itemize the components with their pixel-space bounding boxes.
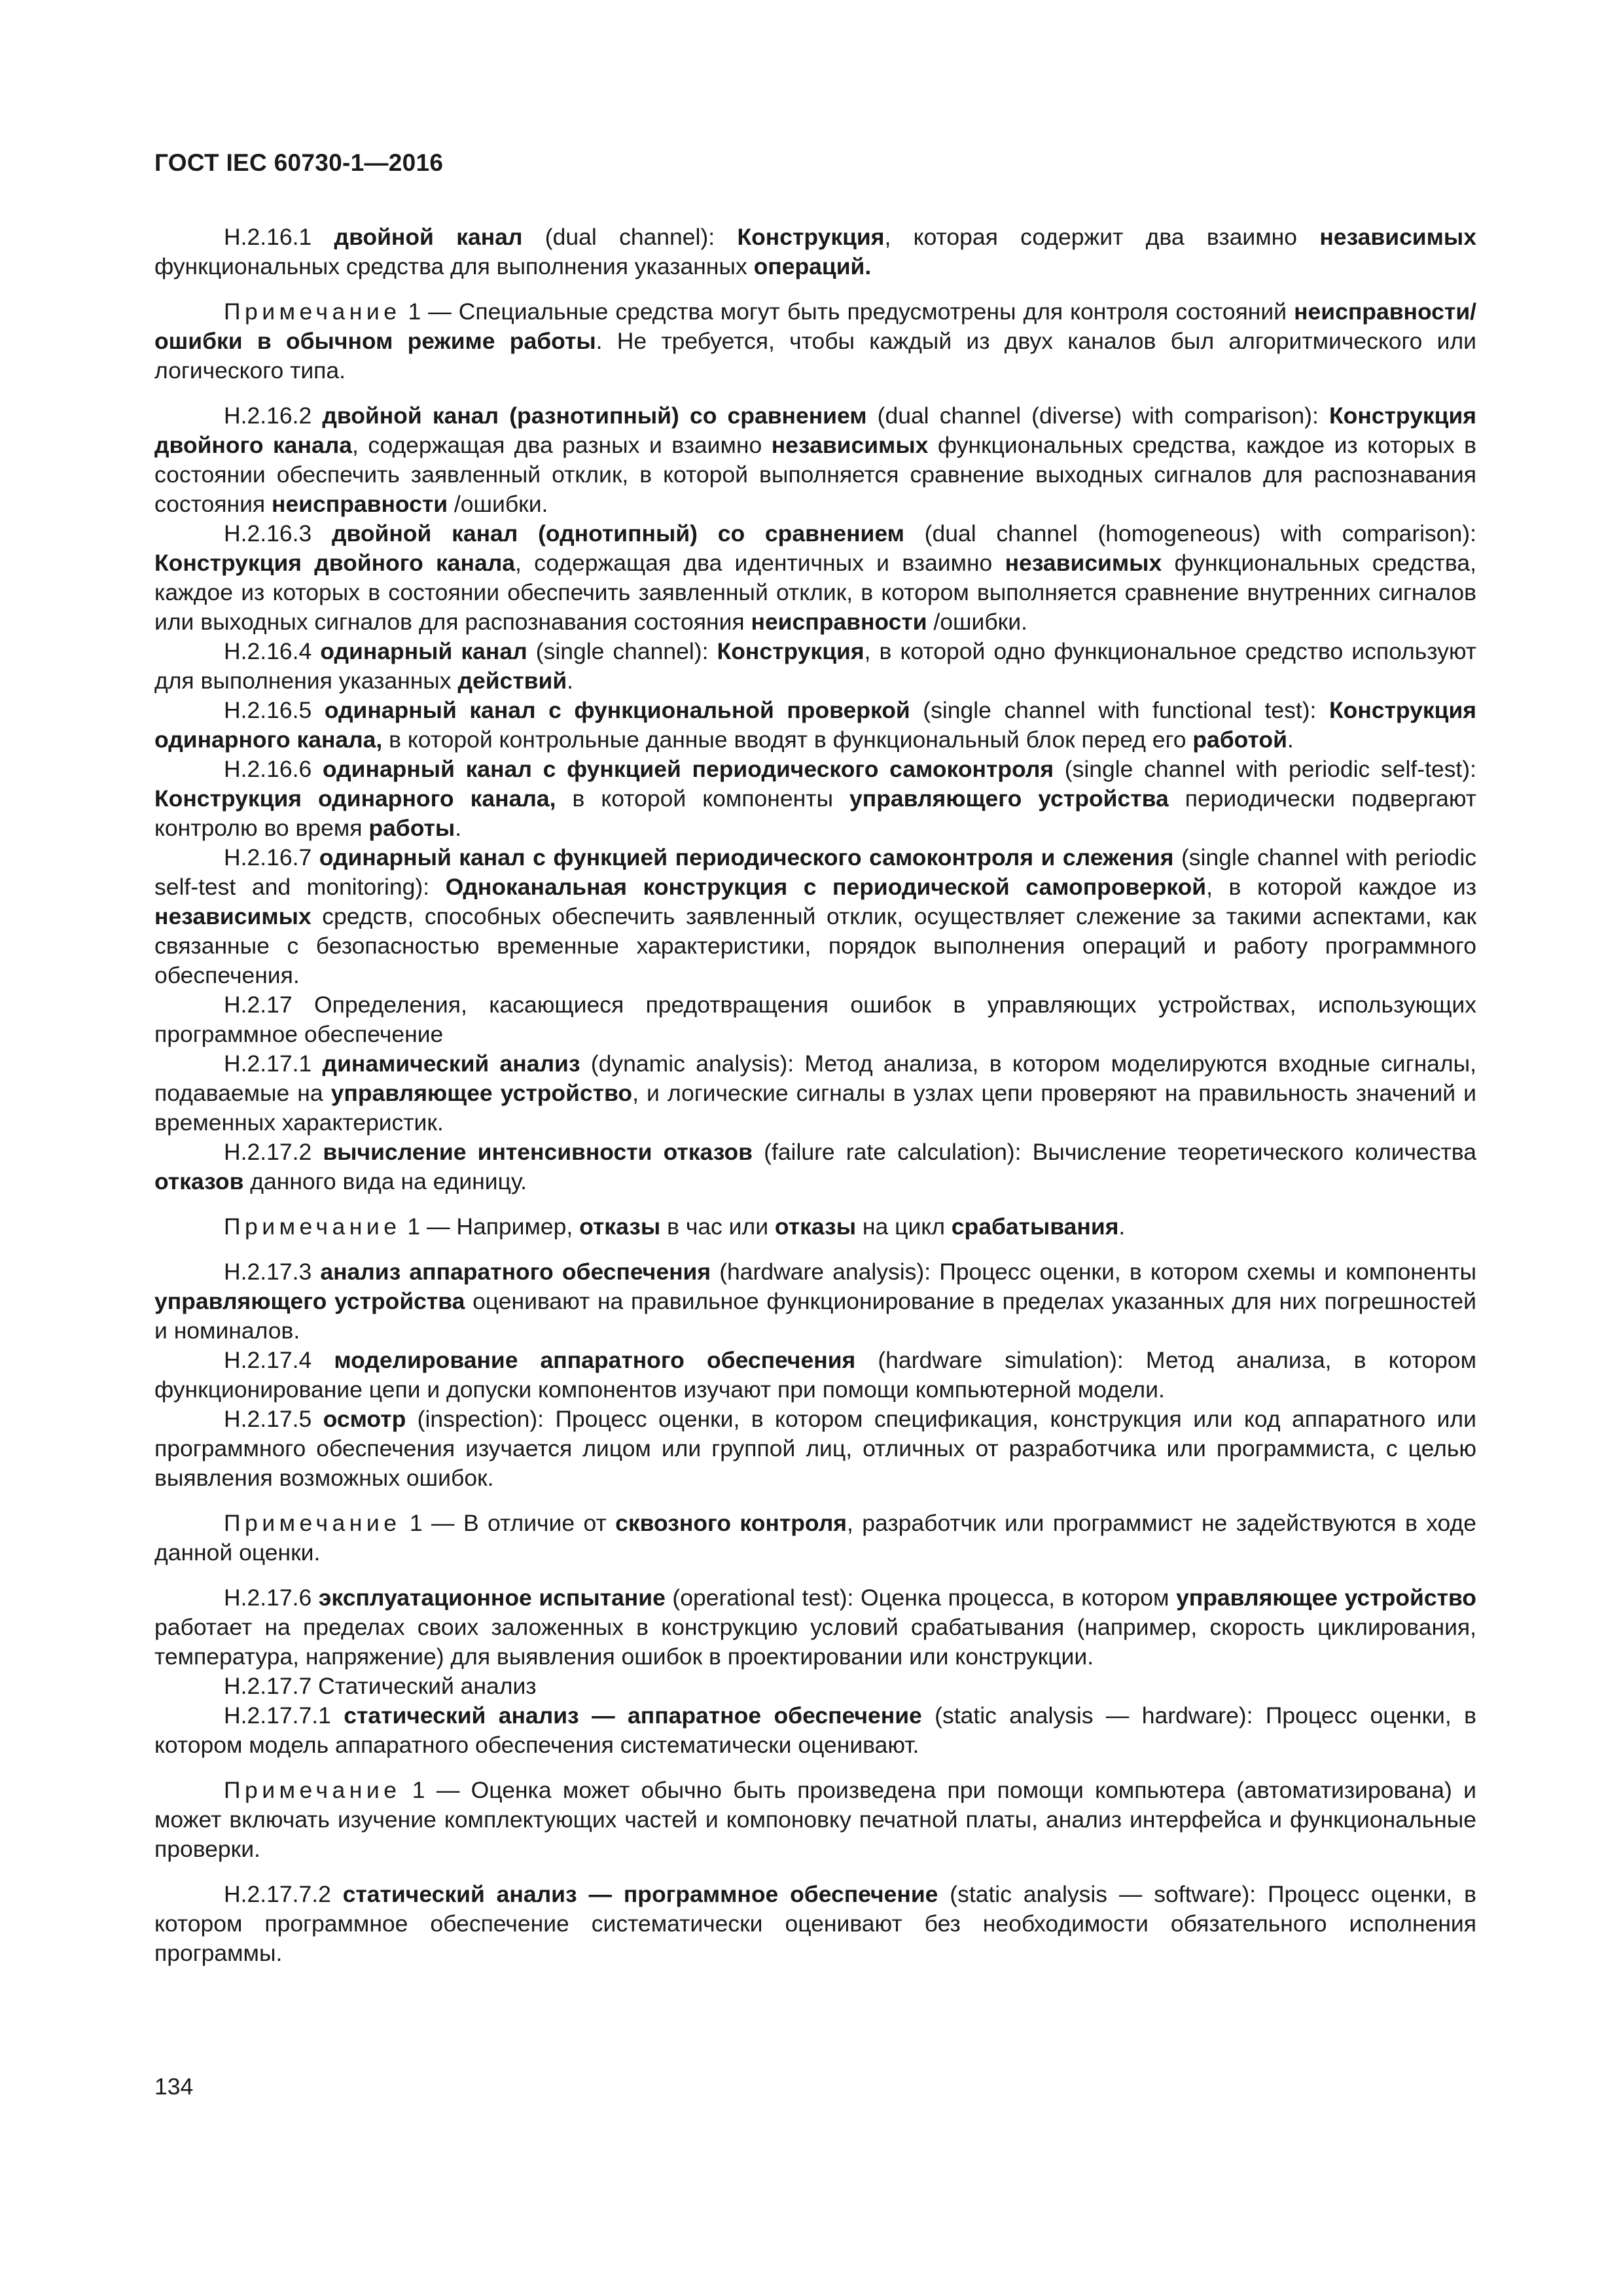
text-run: , в которой одно функциональное средство используют для выполнения указанных bbox=[154, 638, 1476, 694]
term-bold: двойной канал bbox=[334, 224, 523, 250]
text-run: Н.2.17.7 Статический анализ bbox=[224, 1673, 537, 1699]
text-run: в которой компоненты bbox=[556, 785, 850, 812]
text-run: Н.2.16.5 bbox=[224, 697, 325, 723]
text-run: средств, способных обеспечить заявленный отклик, осуществляет слежение за такими аспектами, как связанные с безопасностью временные характеристики, порядок выполнения операций и работу программного обеспечения. bbox=[154, 903, 1476, 988]
term-bold: управляющего устройства bbox=[154, 1288, 465, 1314]
term-bold: отказы bbox=[774, 1213, 857, 1240]
text-run: Н.2.17 Определения, касающиеся предотвращения ошибок в управляющих устройствах, использующих программное обеспечение bbox=[154, 992, 1476, 1047]
text-run: оценивают на правильное функционирование в пределах указанных для них погрешностей и номиналов. bbox=[154, 1288, 1476, 1344]
term-bold: отказов bbox=[154, 1168, 244, 1194]
text-run: работает на пределах своих заложенных в конструкцию условий срабатывания (например, скорость циклирования, температура, напряжение) для выявления ошибок в проектировании или конструкции. bbox=[154, 1614, 1476, 1670]
paragraph bbox=[154, 755, 1476, 843]
term-bold: операций. bbox=[753, 253, 872, 279]
paragraph bbox=[154, 843, 1476, 990]
term-bold: одинарный канал с функциональной проверкой bbox=[324, 697, 910, 723]
text-run: 1 — Оценка может обычно быть произведена при помощи компьютера (автоматизирована) и может включать изучение комплектующих частей и компоновку печатной платы, анализ интерфейса и функциональные проверки. bbox=[154, 1777, 1476, 1862]
paragraph bbox=[154, 1583, 1476, 1672]
text-run: на цикл bbox=[856, 1213, 952, 1240]
text-run: 1 — Специальные средства могут быть предусмотрены для контроля состояний bbox=[401, 298, 1294, 325]
text-run: Н.2.17.5 bbox=[224, 1406, 323, 1432]
text-run: (single channel with functional test): bbox=[910, 697, 1329, 723]
term-bold: Конструкция одинарного канала, bbox=[154, 785, 556, 812]
text-run: (static analysis — hardware): Процесс оценки, в котором модель аппаратного обеспечения систематически оценивают. bbox=[154, 1702, 1476, 1758]
term-bold: динамический анализ bbox=[322, 1050, 580, 1077]
text-run: . bbox=[1287, 726, 1294, 753]
term-bold: действий bbox=[457, 668, 567, 694]
text-run: Н.2.17.1 bbox=[224, 1050, 323, 1077]
text-run: Н.2.16.3 bbox=[224, 520, 332, 547]
text-run: . bbox=[455, 815, 462, 841]
term-bold: работы bbox=[368, 815, 455, 841]
paragraph bbox=[154, 1776, 1476, 1864]
term-bold: статический анализ — аппаратное обеспечение bbox=[344, 1702, 922, 1729]
term-bold: отказы bbox=[579, 1213, 661, 1240]
term-bold: двойной канал (однотипный) со сравнением bbox=[331, 520, 904, 547]
term-bold: одинарный канал с функцией периодического самоконтроля и слежения bbox=[319, 844, 1174, 870]
term-bold: управляющее устройство bbox=[1176, 1585, 1476, 1611]
text-run: (single channel with periodic self-test): bbox=[1054, 756, 1476, 782]
text-run: (single channel): bbox=[527, 638, 717, 664]
document-body bbox=[154, 223, 1476, 1968]
paragraph bbox=[154, 1880, 1476, 1968]
note-label: Примечание bbox=[224, 298, 401, 325]
term-bold: неисправности bbox=[751, 609, 927, 635]
paragraph bbox=[154, 297, 1476, 386]
text-run: Н.2.17.2 bbox=[224, 1139, 323, 1165]
text-run: (single channel with periodic self-test and monitoring): bbox=[154, 844, 1476, 900]
term-bold: эксплуатационное испытание bbox=[318, 1585, 666, 1611]
text-run: /ошибки. bbox=[927, 609, 1027, 635]
term-bold: одинарный канал с функцией периодического самоконтроля bbox=[322, 756, 1054, 782]
term-bold: сквозного контроля bbox=[615, 1510, 847, 1536]
term-bold: Одноканальная конструкция с периодической самопроверкой bbox=[445, 874, 1207, 900]
text-run: в которой контрольные данные вводят в функциональный блок перед его bbox=[382, 726, 1193, 753]
text-run: периодически подвергают контролю во время bbox=[154, 785, 1477, 841]
note-label: Примечание bbox=[224, 1213, 401, 1240]
document-header: ГОСТ IEC 60730-1—2016 bbox=[154, 149, 444, 176]
page-number: 134 bbox=[154, 2073, 194, 2100]
paragraph bbox=[154, 519, 1476, 637]
text-run: (dual channel (diverse) with comparison): bbox=[866, 403, 1329, 429]
text-run: , содержащая два идентичных и взаимно bbox=[515, 550, 1005, 576]
term-bold: управляющего устройства bbox=[849, 785, 1169, 812]
text-run: Н.2.16.1 bbox=[224, 224, 334, 250]
paragraph bbox=[154, 1138, 1476, 1196]
text-run: Н.2.17.6 bbox=[224, 1585, 319, 1611]
term-bold: Конструкция bbox=[717, 638, 865, 664]
note-label: Примечание bbox=[224, 1777, 401, 1803]
term-bold: управляющее устройство bbox=[330, 1080, 633, 1106]
text-run: Н.2.16.6 bbox=[224, 756, 323, 782]
paragraph bbox=[154, 1672, 1476, 1701]
text-run: Н.2.17.7.1 bbox=[224, 1702, 344, 1729]
term-bold: работой bbox=[1192, 726, 1287, 753]
text-run: 1 — Например, bbox=[401, 1213, 580, 1240]
paragraph bbox=[154, 1212, 1476, 1242]
text-run: , в которой каждое из bbox=[1206, 874, 1476, 900]
text-run: (failure rate calculation): Вычисление теоретического количества bbox=[753, 1139, 1476, 1165]
text-run: (operational test): Оценка процесса, в котором bbox=[665, 1585, 1177, 1611]
term-bold: независимых bbox=[1005, 550, 1162, 576]
text-run: , содержащая два разных и взаимно bbox=[352, 432, 772, 458]
paragraph bbox=[154, 1405, 1476, 1493]
text-run: Н.2.17.3 bbox=[224, 1259, 321, 1285]
text-run: /ошибки. bbox=[448, 491, 548, 517]
text-run: Н.2.16.2 bbox=[224, 403, 323, 429]
text-run: функциональных средства, каждое из которых в состоянии обеспечить заявленный отклик, в которой выполняется сравнение выходных сигналов для распознавания состояния bbox=[154, 432, 1476, 517]
paragraph bbox=[154, 1049, 1476, 1138]
text-run: (dual channel (homogeneous) with comparison): bbox=[904, 520, 1476, 547]
note-label: Примечание bbox=[224, 1510, 401, 1536]
text-run: (inspection): Процесс оценки, в котором спецификация, конструкция или код аппаратного или программного обеспечения изучается лицом или группой лиц, отличных от разработчика или программиста, с целью выявления возможных ошибок. bbox=[154, 1406, 1476, 1491]
paragraph bbox=[154, 1701, 1476, 1760]
paragraph bbox=[154, 223, 1476, 281]
text-run: . bbox=[1118, 1213, 1126, 1240]
term-bold: неисправности bbox=[272, 491, 448, 517]
term-bold: неисправности/ошибки в обычном режиме работы bbox=[154, 298, 1476, 354]
text-run: Н.2.17.4 bbox=[224, 1347, 334, 1373]
text-run: функциональных средства, каждое из которых в состоянии обеспечить заявленный отклик, в котором выполняется сравнение внутренних сигналов или выходных сигналов для распознавания состояния bbox=[154, 550, 1476, 635]
text-run: Н.2.16.4 bbox=[224, 638, 321, 664]
text-run: (dynamic analysis): Метод анализа, в котором моделируются входные сигналы, подаваемые на bbox=[154, 1050, 1477, 1106]
paragraph bbox=[154, 1346, 1476, 1405]
text-run: 1 — В отличие от bbox=[401, 1510, 616, 1536]
term-bold: анализ аппаратного обеспечения bbox=[320, 1259, 711, 1285]
text-run: данного вида на единицу. bbox=[243, 1168, 527, 1194]
term-bold: вычисление интенсивности отказов bbox=[323, 1139, 753, 1165]
text-run: функциональных средства для выполнения указанных bbox=[154, 253, 754, 279]
term-bold: Конструкция bbox=[737, 224, 885, 250]
term-bold: одинарный канал bbox=[320, 638, 527, 664]
paragraph bbox=[154, 696, 1476, 755]
term-bold: Конструкция одинарного канала, bbox=[154, 697, 1476, 753]
text-run: , которая содержит два взаимно bbox=[884, 224, 1320, 250]
term-bold: моделирование аппаратного обеспечения bbox=[334, 1347, 856, 1373]
term-bold: Конструкция двойного канала bbox=[154, 550, 516, 576]
term-bold: статический анализ — программное обеспечение bbox=[342, 1881, 938, 1907]
paragraph bbox=[154, 401, 1476, 519]
text-run: Н.2.16.7 bbox=[224, 844, 319, 870]
term-bold: независимых bbox=[154, 903, 312, 929]
text-run: Н.2.17.7.2 bbox=[224, 1881, 343, 1907]
paragraph bbox=[154, 1257, 1476, 1346]
text-run: . Не требуется, чтобы каждый из двух каналов был алгоритмического или логического типа. bbox=[154, 328, 1477, 384]
paragraph bbox=[154, 1509, 1476, 1568]
term-bold: независимых bbox=[771, 432, 929, 458]
text-run: , разработчик или программист не задействуются в ходе данной оценки. bbox=[154, 1510, 1476, 1566]
paragraph bbox=[154, 990, 1476, 1049]
term-bold: двойной канал (разнотипный) со сравнением bbox=[322, 403, 867, 429]
text-run: , и логические сигналы в узлах цепи проверяют на правильность значений и временных характеристик. bbox=[154, 1080, 1476, 1136]
paragraph bbox=[154, 637, 1476, 696]
text-run: (dual channel): bbox=[522, 224, 738, 250]
term-bold: осмотр bbox=[323, 1406, 406, 1432]
term-bold: срабатывания bbox=[951, 1213, 1119, 1240]
text-run: (hardware simulation): Метод анализа, в котором функционирование цепи и допуски компонентов изучают при помощи компьютерной модели. bbox=[154, 1347, 1476, 1403]
term-bold: Конструкция двойного канала bbox=[154, 403, 1476, 458]
text-run: (hardware analysis): Процесс оценки, в котором схемы и компоненты bbox=[711, 1259, 1476, 1285]
text-run: в час или bbox=[660, 1213, 775, 1240]
text-run: (static analysis — software): Процесс оценки, в котором программное обеспечение систематически оценивают без необходимости обязательного исполнения программы. bbox=[154, 1881, 1476, 1966]
term-bold: независимых bbox=[1319, 224, 1476, 250]
text-run: . bbox=[567, 668, 574, 694]
